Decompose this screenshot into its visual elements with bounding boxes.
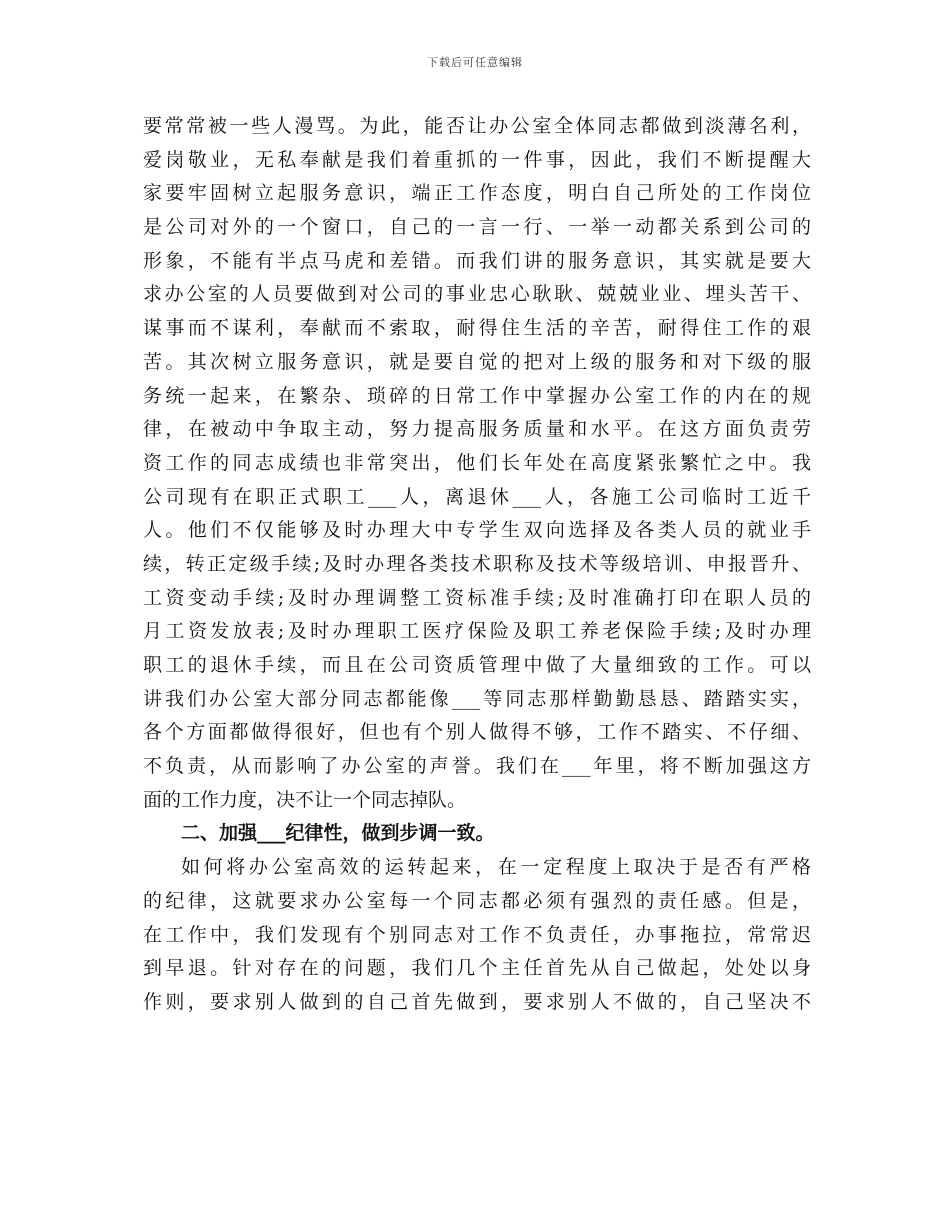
page-header: 下载后可任意编辑 [427, 56, 523, 69]
text-line: 务统一起来，在繁杂、琐碎的日常工作中掌握办公室工作的内在的规 [143, 384, 811, 407]
text-line: 要常常被一些人漫骂。为此，能否让办公室全体同志都做到淡薄名利， [143, 115, 811, 137]
text-line: 形象，不能有半点马虎和差错。而我们讲的服务意识，其实就是要大 [143, 249, 811, 272]
text-line: 面的工作力度，决不让一个同志掉队。 [143, 788, 467, 811]
text-line: 资工作的同志成绩也非常突出，他们长年处在高度紧张繁忙之中。我 [143, 451, 811, 474]
text-line: 的纪律，这就要求办公室每一个同志都必须有强烈的责任感。但是， [143, 889, 811, 912]
section-heading [143, 817, 811, 851]
paragraph [143, 110, 811, 817]
text-line: 到早退。针对存在的问题，我们几个主任首先从自己做起，处处以身 [143, 957, 811, 980]
text-line: 公司现有在职正式职工___人，离退休___人，各施工公司临时工近千 [143, 485, 811, 508]
text-line: 职工的退休手续，而且在公司资质管理中做了大量细致的工作。可以 [143, 654, 811, 676]
paragraph [143, 851, 811, 1019]
text-line: 各个方面都做得很好，但也有个别人做得不够，工作不踏实、不仔细、 [143, 721, 811, 744]
text-line: 爱岗敬业，无私奉献是我们着重抓的一件事，因此，我们不断提醒大 [143, 148, 811, 171]
text-line: 月工资发放表;及时办理职工医疗保险及职工养老保险手续;及时办理 [143, 620, 811, 643]
text-line: 苦。其次树立服务意识，就是要自觉的把对上级的服务和对下级的服 [143, 350, 811, 373]
text-line: 谋事而不谋利，奉献而不索取，耐得住生活的辛苦，耐得住工作的艰 [143, 317, 811, 340]
heading-line: 二、加强___纪律性，做到步调一致。 [181, 822, 495, 845]
text-line: 在工作中，我们发现有个别同志对工作不负责任，办事拖拉，常常迟 [143, 923, 811, 946]
text-line: 续，转正定级手续;及时办理各类技术职称及技术等级培训、申报晋升、 [143, 552, 811, 575]
document-body [143, 110, 811, 1020]
text-line: 是公司对外的一个窗口，自己的一言一行、一举一动都关系到公司的 [143, 216, 811, 239]
text-line: 求办公室的人员要做到对公司的事业忠心耿耿、兢兢业业、埋头苦干、 [143, 283, 811, 306]
text-line: 作则，要求别人做到的自己首先做到，要求别人不做的，自己坚决不 [143, 990, 811, 1013]
text-line: 律，在被动中争取主动，努力提高服务质量和水平。在这方面负责劳 [143, 418, 811, 441]
text-line: 工资变动手续;及时办理调整工资标准手续;及时准确打印在职人员的 [143, 586, 811, 609]
text-line: 讲我们办公室大部分同志都能像___等同志那样勤勤恳恳、踏踏实实， [143, 687, 811, 710]
text-line: 不负责，从而影响了办公室的声誉。我们在___年里，将不断加强这方 [143, 755, 811, 778]
text-line: 家要牢固树立起服务意识，端正工作态度，明白自己所处的工作岗位 [143, 182, 811, 205]
text-line: 如何将办公室高效的运转起来，在一定程度上取决于是否有严格 [181, 856, 811, 879]
text-line: 人。他们不仅能够及时办理大中专学生双向选择及各类人员的就业手 [143, 519, 811, 542]
